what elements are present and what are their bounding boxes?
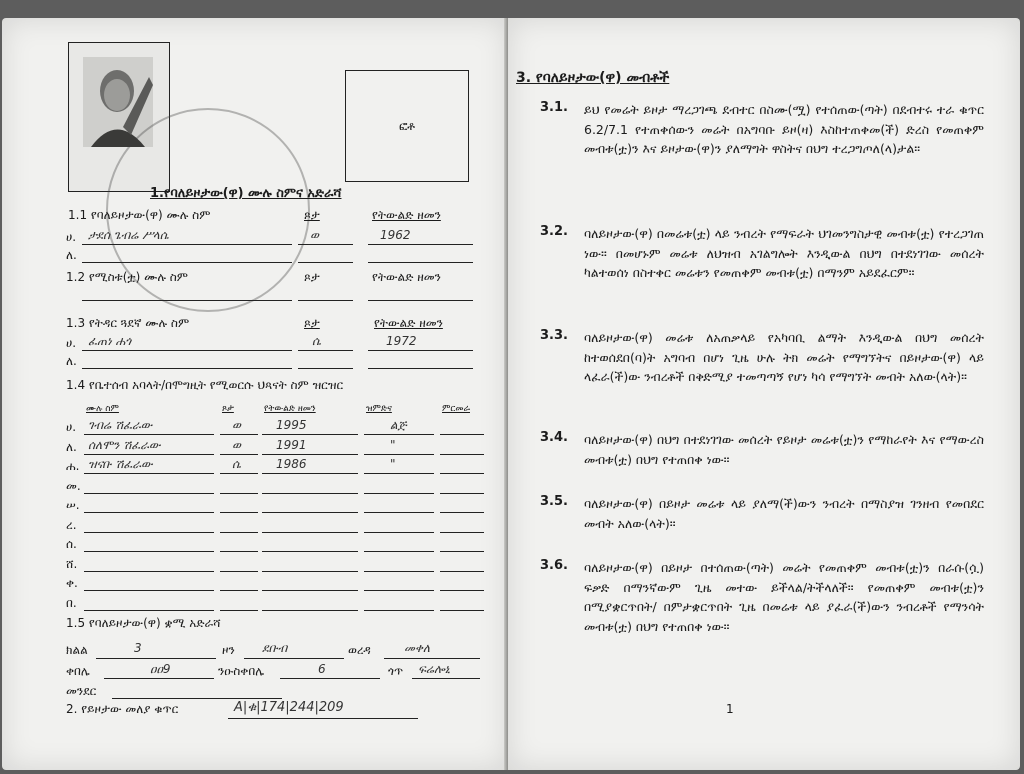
section-1-title: 1.የባለይዞታው(ዋ) ሙሉ ስምና አድራሻ: [150, 186, 342, 201]
photo-box-label: ፎቶ: [399, 118, 415, 133]
s13-birth-a: 1972: [386, 334, 417, 348]
s13-sex-a: ሴ: [312, 334, 321, 348]
table-rule: [84, 532, 214, 533]
s2-value: A|ቁ|174|244|209: [234, 700, 344, 715]
right-item-number: 3.3.: [540, 328, 568, 343]
table-rule: [220, 473, 258, 474]
table-rule: [262, 532, 358, 533]
table-rule: [220, 551, 258, 552]
table-rule: [364, 532, 434, 533]
table-rule: [364, 512, 434, 513]
family-row-sex: ወ: [232, 437, 241, 452]
s14-col-relation: ዝምድና: [366, 404, 392, 414]
table-rule: [440, 512, 484, 513]
right-item-number: 3.1.: [540, 100, 568, 115]
s13-label: 1.3 የትዳር ጓደኛ ሙሉ ስም: [66, 316, 190, 330]
table-rule: [220, 610, 258, 611]
family-row-letter: ሀ.: [66, 420, 77, 434]
spouse-photo-box: [345, 70, 469, 182]
table-rule: [220, 493, 258, 494]
family-row-relation: ልጅ: [390, 418, 407, 432]
table-rule: [440, 551, 484, 552]
table-rule: [440, 571, 484, 572]
s12-col-sex: ጾታ: [304, 270, 320, 284]
family-row-letter: ረ.: [66, 517, 77, 532]
s15-kilil-label: ክልል: [66, 643, 88, 657]
s14-col-birth: የትውልድ ዘመን: [264, 404, 316, 414]
family-row-name: ገብሬ ሽፈራው: [88, 418, 153, 432]
s11-col-sex: ጾታ: [304, 208, 320, 222]
s15-subkebele-value: 6: [318, 662, 326, 676]
s15-kebele-label: ቀበሌ: [66, 664, 90, 678]
s13-row-a: ሀ.: [66, 336, 77, 350]
s11-sex-a: ወ: [310, 228, 319, 242]
right-item-text: ባለይዞታው(ዋ) በይዞታ መሬቱ ላይ ያለማ(ች)ውን ንብረት በማስያዝ ገንዘብ የመበደር መብት አለው(ላት)።: [584, 496, 984, 531]
family-row-sex: ሴ: [232, 457, 241, 471]
s12-col-birth: የትውልድ ዘመን: [372, 270, 441, 284]
s13-col-birth: የትውልድ ዘመን: [374, 316, 443, 330]
s15-mender-label: መንደር: [66, 684, 97, 698]
table-rule: [364, 571, 434, 572]
family-row-letter: ለ.: [66, 439, 77, 454]
s13-name-a: ፈጠነ ሐጎ: [88, 334, 132, 348]
page-mark: 1: [726, 702, 734, 716]
table-rule: [84, 473, 214, 474]
table-rule: [84, 512, 214, 513]
s15-zone-value: ደቡብ: [262, 641, 288, 655]
table-rule: [84, 590, 214, 591]
table-rule: [220, 590, 258, 591]
table-rule: [262, 454, 358, 455]
family-row-relation: ": [390, 457, 396, 471]
right-item-number: 3.6.: [540, 558, 568, 573]
table-rule: [440, 493, 484, 494]
table-rule: [364, 551, 434, 552]
s11-col-birth: የትውልድ ዘመን: [372, 208, 441, 222]
right-item-text: ባለይዞታው(ዋ) በይዞታ በተሰጠው(ጣት) መሬት የመጠቀም መብቱ(ቷ)ን በራሱ(ሷ) ፍቃድ በማንኛውም ጊዜ መተው ይችላል/ትችላለች። የመጠቀም መብቱ(ቷ)ን በሚያቋርጥበት/ በምታቋርጥበት ጊዜ በመሬቱ ላይ ያፈራ(ች)ውን ንብረቶች የማንሳት መብቱ(ቷ) በህግ የተጠበቀ ነው።: [584, 560, 984, 634]
family-row-birth: 1995: [276, 418, 307, 432]
family-row-letter: ሐ.: [66, 459, 80, 473]
table-rule: [220, 512, 258, 513]
s15-got-value: ፍሬሎኒ: [418, 662, 451, 676]
right-item-number: 3.5.: [540, 494, 568, 509]
table-rule: [262, 493, 358, 494]
table-rule: [440, 473, 484, 474]
rights-title: 3. የባለይዞታው(ዋ) መብቶች: [516, 70, 670, 86]
right-item-text: ይህ የመሬት ይዞታ ማረጋገጫ ደብተር በስሙ(ሟ) የተሰጠው(ጣት) በደብተሩ ተራ ቁጥር 6.2/7.1 የተጠቀሰውን መሬት በአግባቡ ይዞ(ዛ) እስከተጠቀመ(ች) ድረስ የመጠቀም መብቱ(ቷ)ን እና ይዞታው(ዋ)ን ያለማግት ዋስትና በህግ ተረጋግጦለ(ላ)ታል።: [584, 102, 984, 156]
family-row-letter: ሸ.: [66, 556, 78, 571]
family-row-birth: 1986: [276, 457, 307, 471]
table-rule: [84, 571, 214, 572]
table-rule: [262, 590, 358, 591]
table-rule: [364, 434, 434, 435]
family-row-name: ዝናቡ ሽፈራው: [88, 457, 153, 471]
table-rule: [262, 434, 358, 435]
table-rule: [262, 551, 358, 552]
table-rule: [84, 493, 214, 494]
table-rule: [220, 434, 258, 435]
family-row-letter: ሠ.: [66, 498, 80, 512]
s2-label: 2. የይዞታው መለያ ቁጥር: [66, 702, 179, 716]
table-rule: [364, 610, 434, 611]
s15-woreda-value: መቀለ: [404, 641, 430, 655]
s11-row-a: ሀ.: [66, 230, 77, 244]
family-row-relation: ": [390, 437, 396, 452]
s14-col-name: ሙሉ ስም: [86, 404, 119, 414]
s11-row-b: ለ.: [66, 248, 77, 262]
table-rule: [364, 454, 434, 455]
table-rule: [440, 454, 484, 455]
s15-kilil-value: 3: [134, 641, 142, 655]
table-rule: [84, 610, 214, 611]
s15-woreda-label: ወረዳ: [348, 643, 371, 657]
table-rule: [220, 532, 258, 533]
family-row-name: ሰለሞን ሽፈራው: [88, 437, 161, 452]
table-rule: [262, 473, 358, 474]
table-rule: [440, 610, 484, 611]
s15-subkebele-label: ንዑስቀበሌ: [218, 664, 265, 678]
s12-label: 1.2 የሚስቱ(ቷ) ሙሉ ስም: [66, 270, 188, 284]
right-item-number: 3.2.: [540, 224, 568, 239]
s13-col-sex: ጾታ: [304, 316, 320, 330]
table-rule: [440, 590, 484, 591]
s14-col-sign: ምርመራ: [442, 404, 470, 414]
right-item-text: ባለይዞታው(ዋ) መሬቱ ለአጠቃላይ የአካባቢ ልማት እንዲውል በህግ መሰረት ከተወሰደበ(ባ)ት አግባብ በሆነ ጊዜ ሁሉ ትክ መሬት የማግኘትና በይዞታው(ዋ) ላይ ላፈራ(ች)ው ንብረቶች በቅድሚያ ተመጣጣኝ የሆነ ካሳ የማግኘት መብት አለው(ላት)።: [584, 330, 984, 384]
s15-got-label: ጎጥ: [388, 664, 404, 678]
table-rule: [364, 493, 434, 494]
table-rule: [262, 571, 358, 572]
table-rule: [262, 610, 358, 611]
right-item-number: 3.4.: [540, 430, 568, 445]
s14-label: 1.4 የቤተሰብ አባላት/በሞግዚት የሚወርሱ ህጻናት ስም ዝርዝር: [66, 378, 344, 392]
table-rule: [364, 473, 434, 474]
s15-zone-label: ዞን: [222, 643, 235, 657]
s11-label: 1.1 የባለይዞታው(ዋ) ሙሉ ስም: [68, 208, 211, 222]
family-row-letter: ሰ.: [66, 537, 77, 551]
s15-kebele-value: ዐዐ9: [150, 662, 171, 676]
table-rule: [440, 532, 484, 533]
s13-row-b: ለ.: [66, 354, 77, 368]
s14-col-sex: ጾታ: [222, 404, 234, 414]
family-row-sex: ወ: [232, 418, 241, 432]
table-rule: [84, 551, 214, 552]
right-item-text: ባለይዞታው(ዋ) በህግ በተደነገገው መሰረት የይዞታ መሬቱ(ቷ)ን የማከራየት እና የማውረስ መብቱ(ቷ) በህግ የተጠበቀ ነው።: [584, 432, 984, 467]
family-row-letter: መ.: [66, 478, 81, 493]
table-rule: [84, 454, 214, 455]
table-rule: [84, 434, 214, 435]
table-rule: [364, 590, 434, 591]
s11-birth-a: 1962: [380, 228, 411, 242]
s15-label: 1.5 የባለይዞታው(ዋ) ቋሚ አድራሻ: [66, 616, 221, 630]
s11-name-a: ታደሰ ጌብሬ ሥላሴ: [88, 228, 169, 242]
table-rule: [440, 434, 484, 435]
family-row-birth: 1991: [276, 437, 307, 452]
family-row-letter: በ.: [66, 595, 77, 610]
family-row-letter: ቀ.: [66, 576, 78, 590]
right-item-text: ባለይዞታው(ዋ) በመሬቱ(ቷ) ላይ ንብረት የማፍራት ህገመንግስታዊ መብቱ(ቷ) የተረጋገጠ ነው። በመሆኑም መሬቱ ለህዝብ አገልግሎት እንዲውል በህግ በተደነገገው መሰረት ካልተወሰነ በስተቀር መሬቱን የመጠቀም መብቱ(ቷ) በማንም አይደፈርም።: [584, 226, 984, 280]
table-rule: [262, 512, 358, 513]
table-rule: [220, 571, 258, 572]
table-rule: [220, 454, 258, 455]
